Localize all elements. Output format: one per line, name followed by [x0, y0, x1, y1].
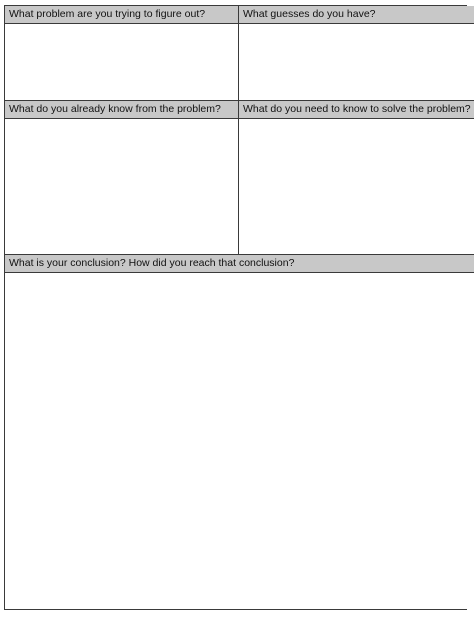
- problem-answer-area[interactable]: [5, 24, 238, 100]
- need-answer-area[interactable]: [239, 119, 474, 254]
- need-prompt: What do you need to know to solve the problem?: [239, 101, 474, 119]
- conclusion-prompt: What is your conclusion? How did you reach that conclusion?: [5, 255, 474, 273]
- problem-prompt: What problem are you trying to figure out?: [5, 6, 238, 24]
- guesses-prompt: What guesses do you have?: [239, 6, 474, 24]
- conclusion-answer-area[interactable]: [5, 273, 474, 609]
- known-answer-area[interactable]: [5, 119, 238, 254]
- guesses-answer-area[interactable]: [239, 24, 474, 100]
- need-box: [238, 100, 474, 254]
- problem-box: [5, 6, 238, 100]
- guesses-box: [238, 6, 474, 100]
- conclusion-box: [5, 254, 474, 609]
- known-prompt: What do you already know from the problem?: [5, 101, 238, 119]
- worksheet-grid: [4, 5, 471, 610]
- known-box: [5, 100, 238, 254]
